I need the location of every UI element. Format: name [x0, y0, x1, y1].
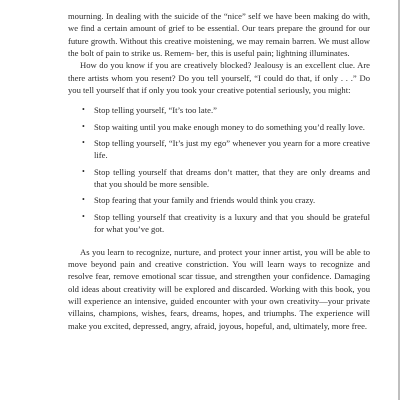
text-line: mourning. In dealing with the suicide of the “nice” self we	[68, 11, 274, 21]
bullet-icon: •	[82, 105, 85, 115]
text-line: barren. We must allow the bolt of pain to strike us. Remem-	[68, 35, 370, 59]
list-item-text: Stop telling yourself, “It’s too late.”	[94, 105, 217, 116]
list-item-text: Stop telling yourself, “It’s just my ego” whenever you yearn for a more creative life.	[94, 138, 370, 161]
list-item	[82, 121, 370, 133]
list-item-text: Stop fearing that your family and friends would think you crazy.	[94, 195, 316, 206]
text-line: to be essential. Our tears prepare the ground for our future	[68, 23, 371, 46]
intro-paragraph	[68, 10, 370, 59]
list-item	[82, 166, 370, 191]
list-item	[82, 104, 370, 116]
bullet-icon: •	[82, 195, 85, 205]
list-item	[82, 137, 370, 162]
text-line: have been making do with, we find a certain amount of grief	[68, 11, 370, 34]
bullet-icon: •	[82, 166, 85, 176]
text-line: growth. Without this creative moistening, we may remain	[90, 35, 290, 46]
bullet-icon: •	[82, 211, 85, 221]
bullet-icon: •	[82, 121, 85, 131]
book-page	[68, 10, 370, 332]
jealousy-paragraph: How do you know if you are creatively blocked? Jealousy is an excellent clue. Are there artists whom you resent? Do you tell yourself, “I could do that, if only . . .” Do you tell yourself that if only you took your creative potential seriously, you might:	[68, 60, 370, 96]
list-item-text: Stop telling yourself that dreams don’t matter, that they are only dreams and that you should be more sensible.	[94, 166, 370, 190]
list-item-text: Stop waiting until you make enough money to do something you’d really love.	[94, 121, 365, 132]
list-item	[82, 211, 370, 236]
closing-paragraph: As you learn to recognize, nurture, and protect your inner artist, you will be able to move beyond pain and creative constriction. You will learn ways to recognize and resolve fear, remove emotional scar tissue, and strengthen your confidence. Damaging old ideas about creativity will be explored and discarded. Working with this book, you will experience an intensive, guided encounter with your own creativity—your private villains, champions, wishes, fears, dreams, hopes, and triumphs. The experience will make you excited, depressed, angry, afraid, joyous, hopeful, and, ultimately, more free.	[68, 246, 370, 331]
stop-list	[68, 104, 370, 235]
list-item	[82, 194, 370, 206]
text-line: ber, this is useful pain; lightning illuminates.	[196, 48, 350, 59]
list-item-text: Stop telling yourself that creativity is a luxury and that you should be grateful for what you’ve got.	[94, 211, 370, 235]
bullet-icon: •	[82, 138, 85, 148]
